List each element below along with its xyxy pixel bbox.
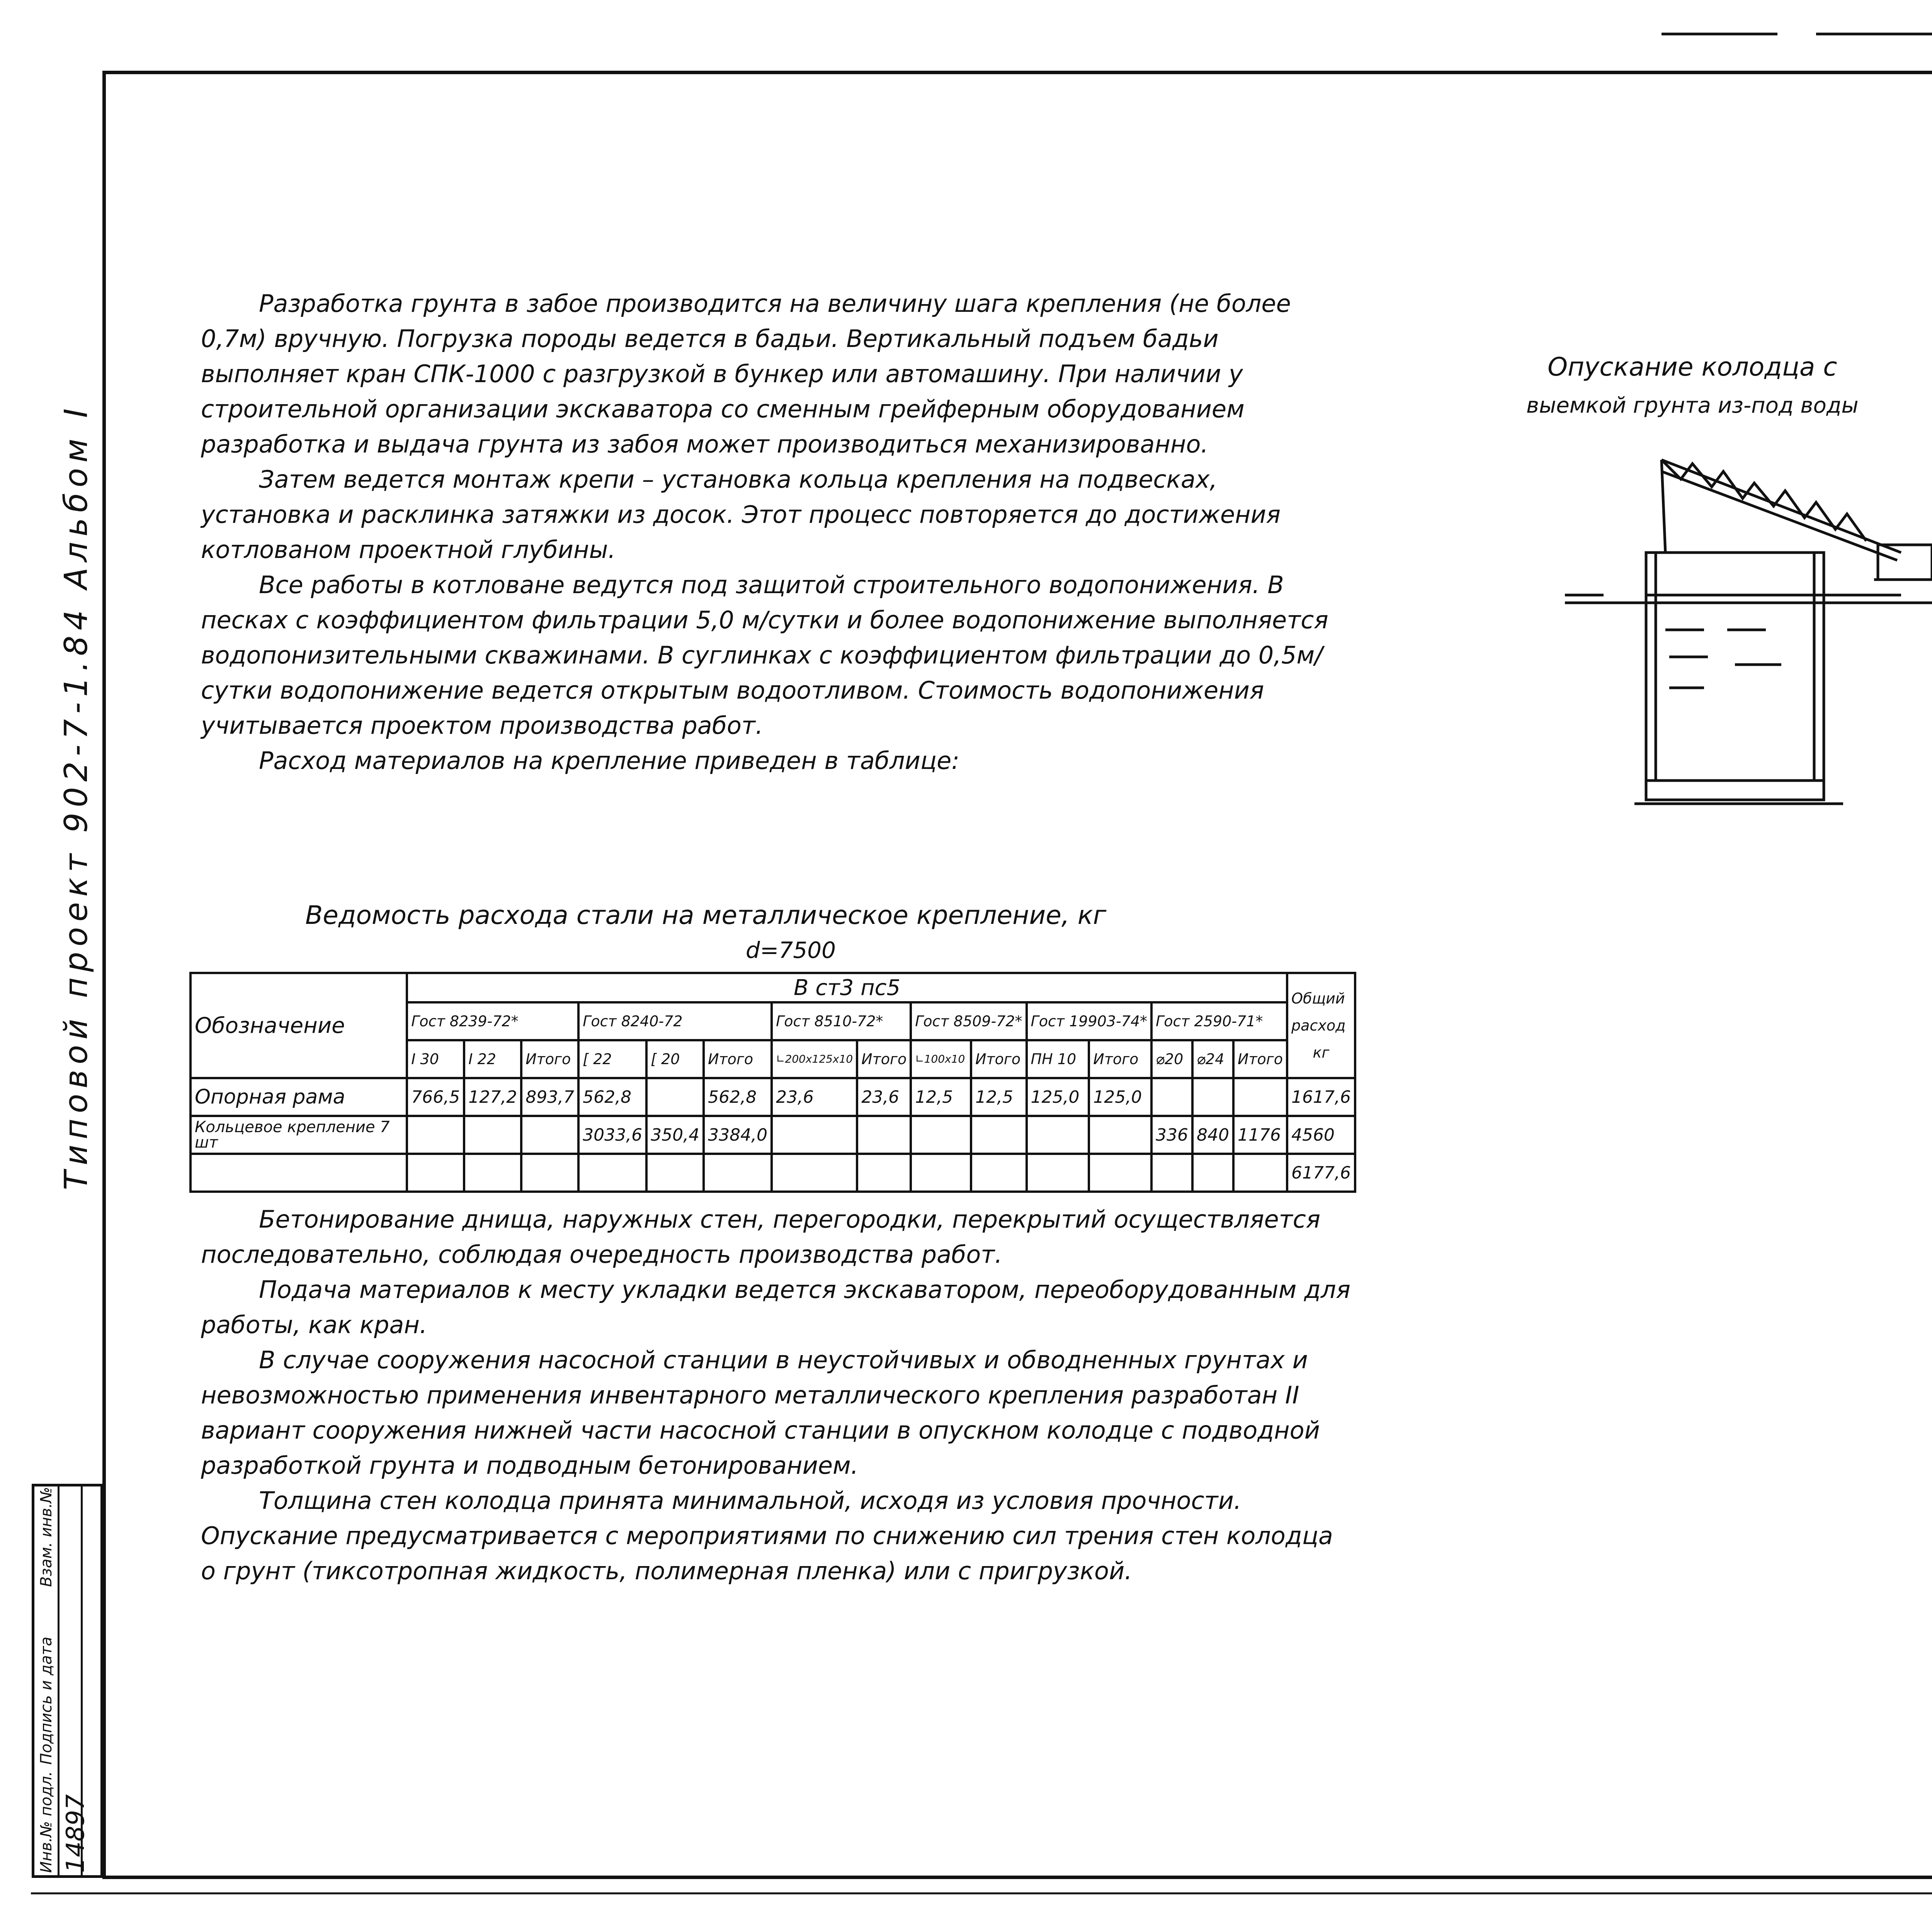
text-block-lower bbox=[201, 1202, 1352, 1588]
gost-header: Гост 2590-71* bbox=[1151, 1002, 1287, 1040]
cell bbox=[1089, 1154, 1151, 1192]
table-row bbox=[190, 1154, 1355, 1192]
sub-header: ⌀20 bbox=[1151, 1040, 1192, 1078]
cell: 127,2 bbox=[464, 1078, 521, 1116]
cell bbox=[646, 1154, 704, 1192]
cell bbox=[646, 1078, 704, 1116]
paragraph-walls: Толщина стен колодца принята минимальной, исходя из условия прочности. Опускание предусматривается с мероприятиями по снижению сил трения стен колодца о грунт (тиксотропная жидкость, полимерная пленка) или с пригрузкой. bbox=[201, 1486, 1333, 1585]
cell bbox=[464, 1116, 521, 1154]
cell bbox=[1192, 1078, 1233, 1116]
figure-caisson-crane bbox=[1565, 448, 1932, 796]
cell: 336 bbox=[1151, 1116, 1192, 1154]
cell: 562,8 bbox=[578, 1078, 646, 1116]
text-block-upper bbox=[201, 286, 1352, 778]
header-designation: Обозначение bbox=[190, 973, 407, 1078]
paragraph-concreting: Бетонирование днища, наружных стен, перегородки, перекрытий осуществляется последовательно, соблюдая очередность производства работ. bbox=[201, 1205, 1321, 1269]
cell bbox=[1151, 1078, 1192, 1116]
gost-header: Гост 8510-72* bbox=[772, 1002, 911, 1040]
cell bbox=[521, 1116, 578, 1154]
sub-header: Итого bbox=[857, 1040, 911, 1078]
cell: 840 bbox=[1192, 1116, 1233, 1154]
cell bbox=[857, 1154, 911, 1192]
sub-header: [ 20 bbox=[646, 1040, 704, 1078]
header-total-line-3: кг bbox=[1313, 1044, 1330, 1061]
sub-header: ∟100x10 bbox=[911, 1040, 971, 1078]
cell: 125,0 bbox=[1089, 1078, 1151, 1116]
figure-left-title-line-1: Опускание колодца с bbox=[1548, 352, 1837, 382]
left-stamp bbox=[32, 1484, 103, 1878]
cell bbox=[1027, 1116, 1089, 1154]
cell: 893,7 bbox=[521, 1078, 578, 1116]
cell bbox=[1192, 1154, 1233, 1192]
table-row bbox=[190, 1116, 1355, 1154]
cell: 23,6 bbox=[857, 1078, 911, 1116]
stamp-value: 14897 bbox=[61, 1794, 90, 1873]
cell bbox=[521, 1154, 578, 1192]
figure-left-title bbox=[1526, 348, 1859, 425]
row-name bbox=[190, 1154, 407, 1192]
cell bbox=[772, 1116, 857, 1154]
gost-header: Гост 8239-72* bbox=[407, 1002, 578, 1040]
stamp-label-inv: Инв.№ подл. bbox=[37, 1771, 55, 1873]
cell bbox=[704, 1154, 772, 1192]
figure-left-title-line-2: выемкой грунта из-под воды bbox=[1526, 393, 1859, 418]
cell bbox=[911, 1154, 971, 1192]
table-caption: Ведомость расхода стали на металлическое крепление, кг bbox=[305, 900, 1107, 930]
paragraph-mounting: Затем ведется монтаж крепи – установка кольца крепления на подвесках, установка и расклинка затяжки из досок. Этот процесс повторяется до достижения котлованом проектной глубины. bbox=[201, 465, 1281, 564]
cell: 125,0 bbox=[1027, 1078, 1089, 1116]
gost-header: Гост 8509-72* bbox=[911, 1002, 1026, 1040]
cell bbox=[971, 1116, 1026, 1154]
row-total: 6177,6 bbox=[1287, 1154, 1355, 1192]
cell: 3384,0 bbox=[704, 1116, 772, 1154]
cell: 12,5 bbox=[971, 1078, 1026, 1116]
cell bbox=[407, 1154, 464, 1192]
cell: 350,4 bbox=[646, 1116, 704, 1154]
cell bbox=[971, 1154, 1026, 1192]
cell: 12,5 bbox=[911, 1078, 971, 1116]
sub-header: Итого bbox=[521, 1040, 578, 1078]
cell: 562,8 bbox=[704, 1078, 772, 1116]
paragraph-materials: Расход материалов на крепление приведен в таблице: bbox=[259, 747, 960, 775]
header-total-line-2: расход bbox=[1291, 1017, 1346, 1034]
cell bbox=[1233, 1154, 1287, 1192]
cell bbox=[772, 1154, 857, 1192]
sub-header: ⌀24 bbox=[1192, 1040, 1233, 1078]
gost-header: Гост 8240-72 bbox=[578, 1002, 772, 1040]
cell bbox=[1233, 1078, 1287, 1116]
paragraph-supply: Подача материалов к месту укладки ведется экскаватором, переоборудованным для работы, как кран. bbox=[201, 1276, 1350, 1339]
side-project-title: Типовой проект 902-7-1.84 Альбом I bbox=[58, 403, 95, 1190]
cell bbox=[857, 1116, 911, 1154]
table-header-row-1 bbox=[190, 973, 1355, 1002]
paragraph-dewatering: Все работы в котловане ведутся под защитой строительного водопонижения. В песках с коэффициентом фильтрации 5,0 м/сутки и более водопонижение выполняется водопонизительными скважинами. В суглинках с коэффициентом фильтрации до 0,5м/сутки водопонижение ведется открытым водоотливом. Стоимость водопонижения учитывается проектом производства работ. bbox=[201, 571, 1328, 740]
header-total-line-1: Общий bbox=[1291, 990, 1345, 1007]
cell: 1176 bbox=[1233, 1116, 1287, 1154]
cell bbox=[578, 1154, 646, 1192]
gost-header: Гост 19903-74* bbox=[1027, 1002, 1151, 1040]
cell bbox=[1151, 1154, 1192, 1192]
sub-header: ПН 10 bbox=[1027, 1040, 1089, 1078]
sub-header: I 22 bbox=[464, 1040, 521, 1078]
sub-header: [ 22 bbox=[578, 1040, 646, 1078]
header-total bbox=[1287, 973, 1355, 1078]
cell bbox=[464, 1154, 521, 1192]
sub-header: Итого bbox=[1089, 1040, 1151, 1078]
cell bbox=[911, 1116, 971, 1154]
cell: 766,5 bbox=[407, 1078, 464, 1116]
paragraph-excavation: Разработка грунта в забое производится на величину шага крепления (не более 0,7м) вручную. Погрузка породы ведется в бадьи. Вертикальный подъем бадьи выполняет кран СПК-1000 с разгрузкой в бункер или автомашину. При наличии у строительной организации экскаватора со сменным грейферным оборудованием разработка и выдача грунта из забоя может производиться механизированно. bbox=[201, 289, 1291, 458]
sub-header: Итого bbox=[1233, 1040, 1287, 1078]
sub-header: I 30 bbox=[407, 1040, 464, 1078]
sub-header: Итого bbox=[704, 1040, 772, 1078]
row-total: 4560 bbox=[1287, 1116, 1355, 1154]
row-name: Кольцевое крепление 7 шт bbox=[190, 1116, 407, 1154]
table-row bbox=[190, 1078, 1355, 1116]
cell: 3033,6 bbox=[578, 1116, 646, 1154]
top-border-dashes bbox=[0, 0, 1932, 77]
steel-table bbox=[189, 972, 1356, 1193]
cell bbox=[1089, 1116, 1151, 1154]
sub-header: Итого bbox=[971, 1040, 1026, 1078]
row-name: Опорная рама bbox=[190, 1078, 407, 1116]
cell bbox=[407, 1116, 464, 1154]
paragraph-variant: В случае сооружения насосной станции в неустойчивых и обводненных грунтах и невозможностью применения инвентарного металлического крепления разработан II вариант сооружения нижней части насосной станции в опускном колодце с подводной разработкой грунта и подводным бетонированием. bbox=[201, 1346, 1320, 1480]
row-total: 1617,6 bbox=[1287, 1078, 1355, 1116]
stamp-label-sign: Подпись и дата bbox=[37, 1636, 55, 1765]
table-subcaption: d=7500 bbox=[746, 937, 836, 963]
header-steel-grade: В ст3 пс5 bbox=[407, 973, 1287, 1002]
sub-header: ∟200x125x10 bbox=[772, 1040, 857, 1078]
cell bbox=[1027, 1154, 1089, 1192]
stamp-label-replace: Взам. инв.№ bbox=[37, 1487, 55, 1587]
cell: 23,6 bbox=[772, 1078, 857, 1116]
